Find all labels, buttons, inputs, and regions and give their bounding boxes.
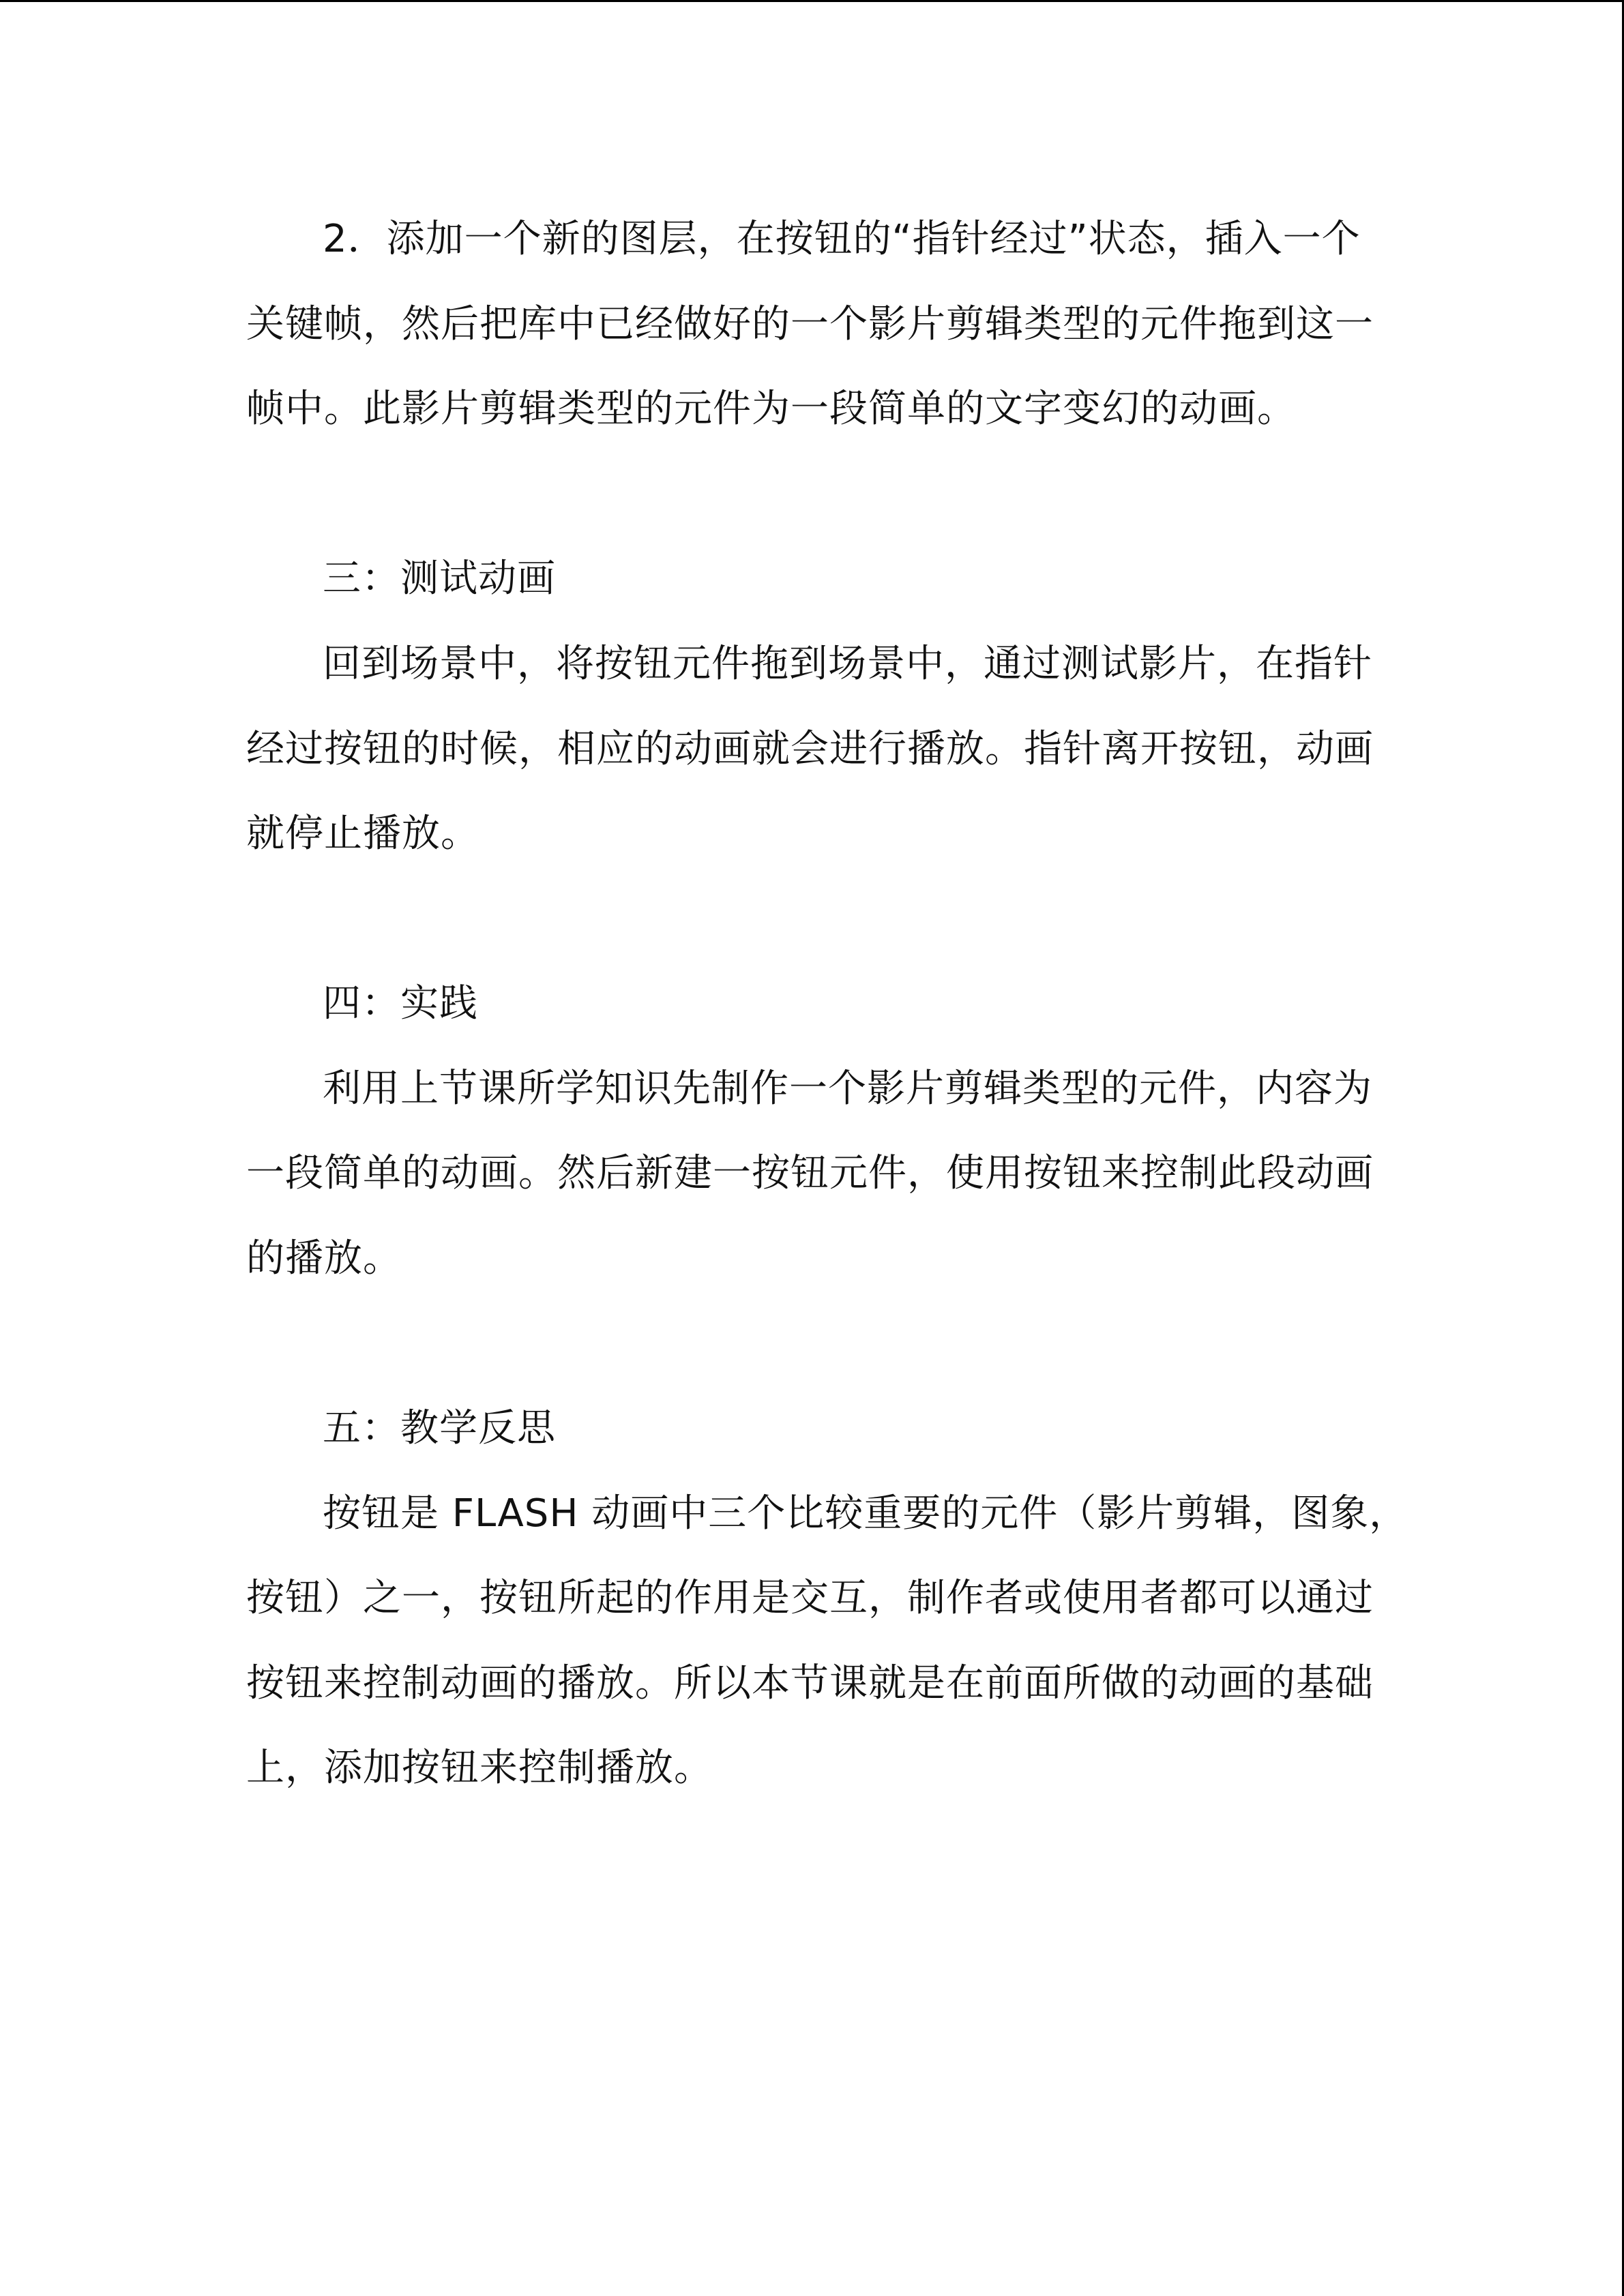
section4-line-3: 的播放。 (246, 1236, 402, 1281)
section5-line-3: 按钮来控制动画的播放。所以本节课就是在前面所做的动画的基础 (246, 1661, 1374, 1705)
page-top-border (0, 0, 1624, 2)
section5-heading: 五：教学反思 (323, 1406, 556, 1450)
section3-heading: 三：测试动画 (323, 556, 556, 601)
section5-line-2: 按钮）之一，按钮所起的作用是交互，制作者或使用者都可以通过 (246, 1576, 1374, 1620)
step2-line-3: 帧中。此影片剪辑类型的元件为一段简单的文字变幻的动画。 (246, 387, 1296, 431)
step2-line-2: 关键帧，然后把库中已经做好的一个影片剪辑类型的元件拖到这一 (246, 302, 1374, 346)
section4-heading: 四：实践 (323, 981, 478, 1026)
section3-line-3: 就停止播放。 (246, 811, 479, 856)
section4-line-1: 利用上节课所学知识先制作一个影片剪辑类型的元件，内容为 (323, 1067, 1372, 1111)
section5-line-4: 上，添加按钮来控制播放。 (246, 1746, 713, 1790)
section3-line-2: 经过按钮的时候，相应的动画就会进行播放。指针离开按钮，动画 (246, 727, 1374, 771)
section5-line-1: 按钮是 FLASH 动画中三个比较重要的元件（影片剪辑，图象， (323, 1491, 1408, 1536)
section4-line-2: 一段简单的动画。然后新建一按钮元件，使用按钮来控制此段动画 (246, 1151, 1374, 1195)
step2-line-1: 2．添加一个新的图层，在按钮的“指针经过”状态，插入一个 (323, 217, 1361, 261)
section3-line-1: 回到场景中，将按钮元件拖到场景中，通过测试影片，在指针 (323, 642, 1372, 686)
